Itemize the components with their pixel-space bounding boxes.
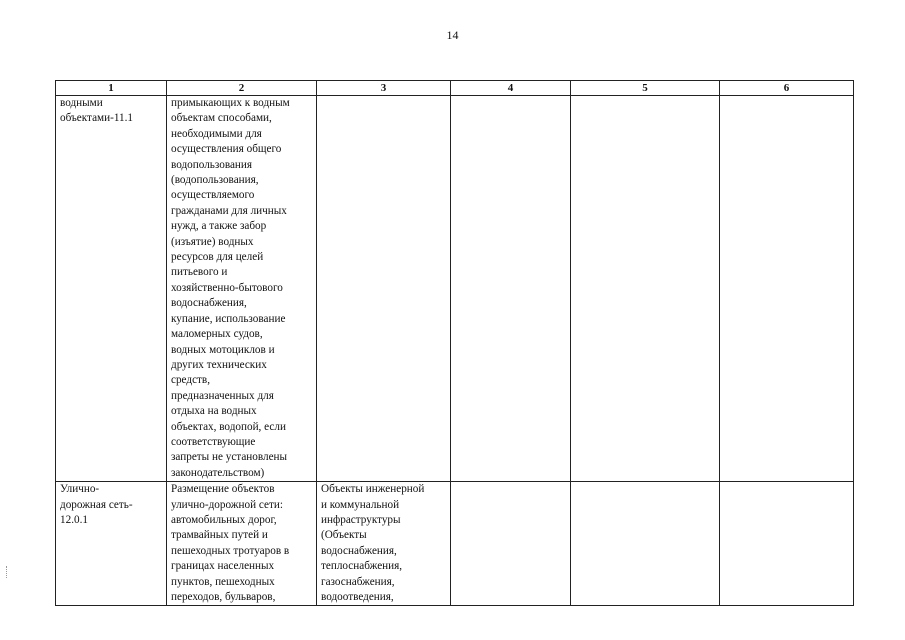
table-cell: [56, 482, 167, 606]
table-cell: [167, 482, 317, 606]
table-cell: [571, 96, 720, 482]
cell-text: примыкающих к водным объектам способами, необходимыми для осуществления общего водопользования (водопользования, осуществляемого гражданами для личных нужд, а также забор (изъятие) водных ресурсов для целей питьевого и хозяйственно-бытового водоснабжения, купание, использование маломерных судов, водных мотоциклов и других технических средств, предназначенных для отдыха на водных объектах, водопой, если соответствующие запреты не установлены законодательством): [171, 97, 290, 479]
column-header-6: 6: [720, 81, 854, 96]
column-header-1: 1: [56, 81, 167, 96]
table-cell: [451, 482, 571, 606]
table-cell: [317, 96, 451, 482]
cell-text: водными объектами-11.1: [60, 97, 133, 125]
table-header-row: [56, 81, 854, 96]
cell-text: Размещение объектов улично-дорожной сети: автомобильных дорог, трамвайных путей и пешеходных тротуаров в границах населенных пунктов, пешеходных переходов, бульваров,: [171, 483, 290, 603]
document-table: [55, 80, 854, 606]
column-header-2: 2: [167, 81, 317, 96]
page-number: 14: [446, 28, 459, 42]
table-cell: [720, 96, 854, 482]
column-header-3: 3: [317, 81, 451, 96]
cell-text: Объекты инженерной и коммунальной инфраструктуры (Объекты водоснабжения, теплоснабжения, газоснабжения, водоотведения,: [321, 483, 425, 603]
table-row: [56, 482, 854, 606]
table-cell: [571, 482, 720, 606]
table-cell: [451, 96, 571, 482]
column-header-4: 4: [451, 81, 571, 96]
table-cell: [720, 482, 854, 606]
table-cell: [317, 482, 451, 606]
table-cell: [56, 96, 167, 482]
cell-text: Улично- дорожная сеть- 12.0.1: [60, 483, 133, 526]
scan-edge-mark: [6, 566, 9, 578]
table-cell: [167, 96, 317, 482]
column-header-5: 5: [571, 81, 720, 96]
table-row: [56, 96, 854, 482]
